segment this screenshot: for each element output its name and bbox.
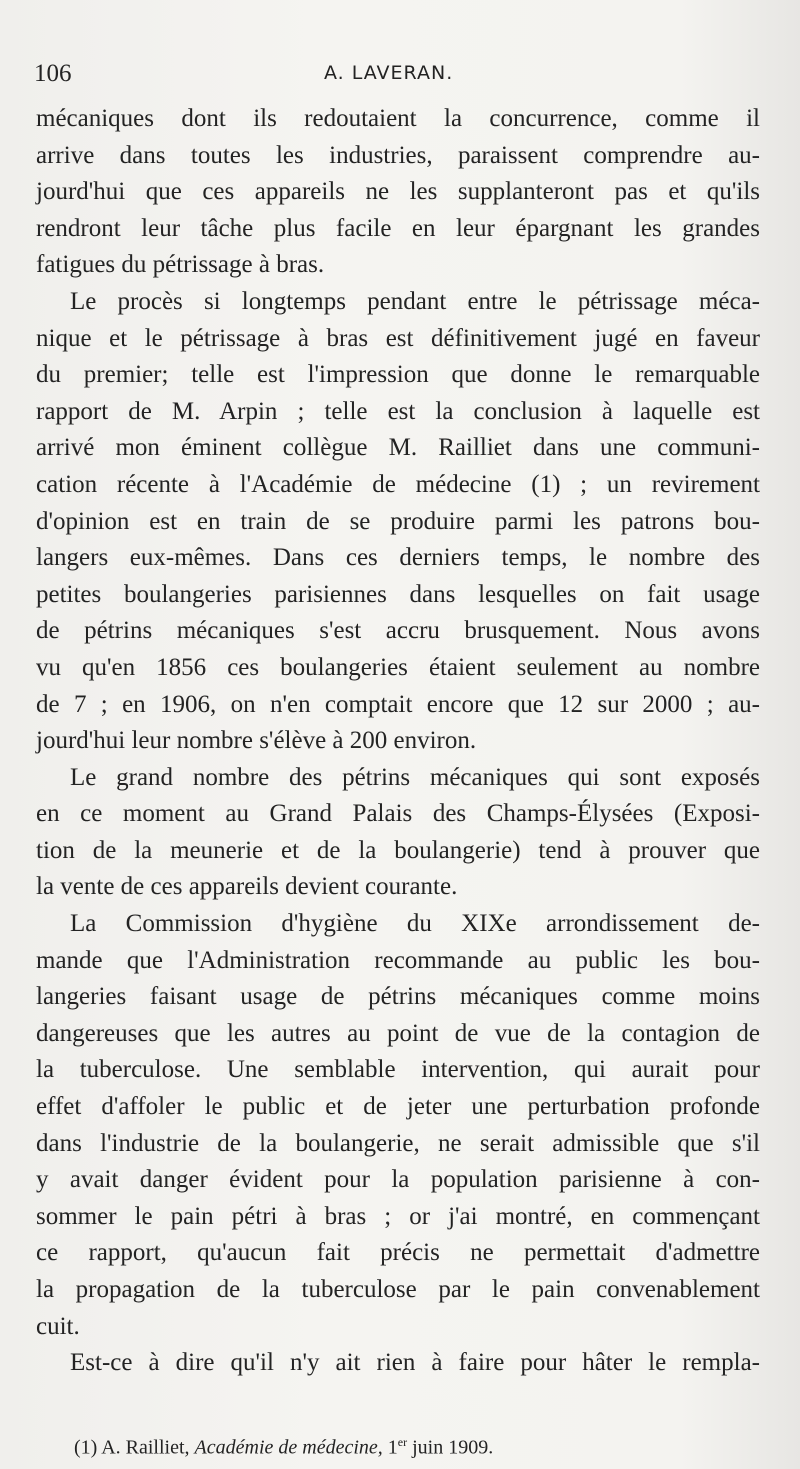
text-line: langers eux-mêmes. Dans ces derniers temps, le nombre des xyxy=(36,544,760,572)
text-line: rapport de M. Arpin ; telle est la conclusion à laquelle est xyxy=(36,397,760,425)
footnote-date-rest: juin 1909. xyxy=(412,1436,494,1459)
text-line: Le procès si longtemps pendant entre le pétrissage méca- xyxy=(70,287,760,315)
text-line: d'opinion est en train de se produire parmi les patrons bou- xyxy=(36,507,760,535)
footnote-date-sup: er xyxy=(397,1435,408,1449)
text-line: du premier; telle est l'impression que donne le remarquable xyxy=(36,361,760,389)
text-line: cation récente à l'Académie de médecine (1) ; un revirement xyxy=(36,470,760,498)
footnote-journal: Académie de médecine, xyxy=(194,1436,383,1459)
page-number: 106 xyxy=(34,60,72,87)
text-line: de 7 ; en 1906, on n'en comptait encore que 12 sur 2000 ; au- xyxy=(36,690,760,718)
text-line: langeries faisant usage de pétrins mécaniques comme moins xyxy=(36,983,760,1011)
text-line: y avait danger évident pour la population parisienne à con- xyxy=(36,1166,760,1194)
text-line: de pétrins mécaniques s'est accru brusquement. Nous avons xyxy=(36,617,760,645)
text-line: mande que l'Administration recommande au public les bou- xyxy=(36,946,760,974)
text-line: Est-ce à dire qu'il n'y ait rien à faire pour hâter le rempla- xyxy=(70,1349,760,1377)
text-line: petites boulangeries parisiennes dans lesquelles on fait usage xyxy=(36,580,760,608)
text-line: la tuberculose. Une semblable intervention, qui aurait pour xyxy=(36,1056,760,1084)
page-header xyxy=(34,60,774,94)
footnote-marker: (1) A. Railliet, xyxy=(74,1436,190,1459)
text-line: mécaniques dont ils redoutaient la concurrence, comme il xyxy=(36,105,760,132)
text-line: arrive dans toutes les industries, paraissent comprendre au- xyxy=(36,141,760,169)
text-line: vu qu'en 1856 ces boulangeries étaient seulement au nombre xyxy=(36,653,760,681)
running-title: A. LAVERAN. xyxy=(324,62,454,84)
text-line: cuit. xyxy=(36,1312,80,1340)
text-line: ce rapport, qu'aucun fait précis ne permettait d'admettre xyxy=(36,1239,760,1267)
text-line: dangereuses que les autres au point de vue de la contagion de xyxy=(36,1019,760,1047)
footnote-date-day: 1 xyxy=(387,1436,398,1459)
text-line: tion de la meunerie et de la boulangerie) tend à prouver que xyxy=(36,836,760,864)
text-line: Le grand nombre des pétrins mécaniques qui sont exposés xyxy=(70,763,760,791)
footnote xyxy=(74,1435,493,1460)
text-line: jourd'hui leur nombre s'élève à 200 environ. xyxy=(36,727,477,755)
text-line: La Commission d'hygiène du XIXe arrondissement de- xyxy=(70,910,760,938)
text-line: dans l'industrie de la boulangerie, ne serait admissible que s'il xyxy=(36,1129,760,1157)
text-line: la propagation de la tuberculose par le pain convenablement xyxy=(36,1276,760,1303)
text-line: rendront leur tâche plus facile en leur épargnant les grandes xyxy=(36,214,760,242)
text-line: jourd'hui que ces appareils ne les supplanteront pas et qu'ils xyxy=(36,178,760,206)
text-line: nique et le pétrissage à bras est définitivement jugé en faveur xyxy=(36,324,760,352)
text-line: arrivé mon éminent collègue M. Railliet dans une communi- xyxy=(36,434,760,462)
text-line: effet d'affoler le public et de jeter une perturbation profonde xyxy=(36,1093,760,1121)
text-line: la vente de ces appareils devient courante. xyxy=(36,873,458,901)
text-line: en ce moment au Grand Palais des Champs-Élysées (Exposi- xyxy=(36,800,760,828)
body-text xyxy=(36,101,760,1382)
text-line: fatigues du pétrissage à bras. xyxy=(36,251,325,279)
text-line: sommer le pain pétri à bras ; or j'ai montré, en commençant xyxy=(36,1202,760,1230)
